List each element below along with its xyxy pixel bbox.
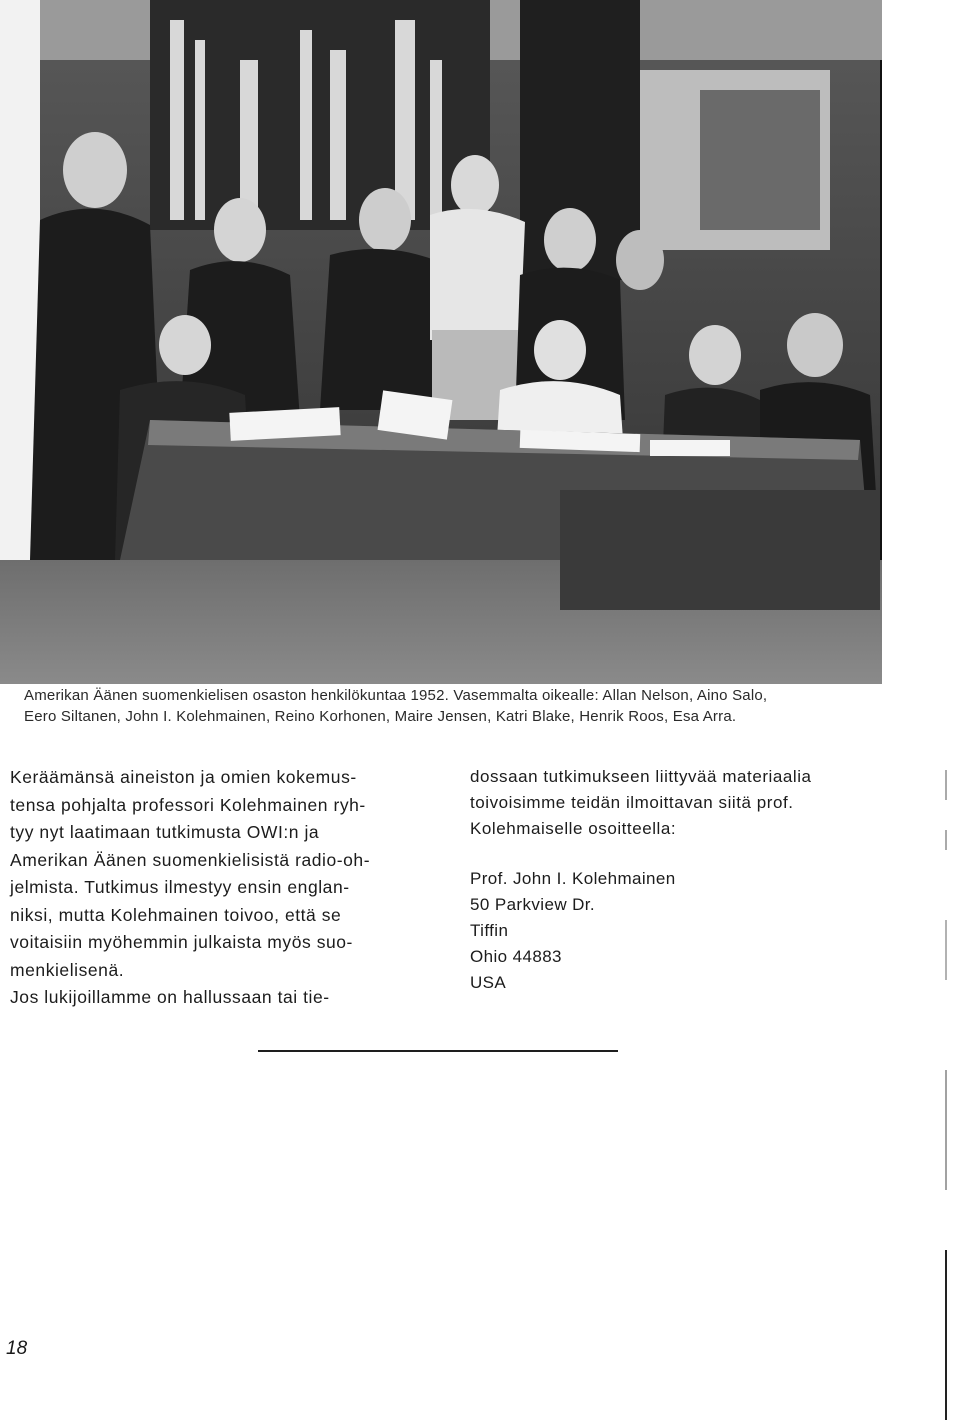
photo-illustration xyxy=(0,0,882,684)
text-line: tyy nyt laatimaan tutkimusta OWI:n ja xyxy=(10,822,320,842)
article-text-right-column xyxy=(470,764,900,842)
scan-margin-marks xyxy=(943,770,949,1420)
text-line: Kolehmaiselle osoitteella: xyxy=(470,819,677,838)
address-name: Prof. John I. Kolehmainen xyxy=(470,869,676,888)
page-number: 18 xyxy=(6,1338,28,1359)
contact-address xyxy=(470,866,676,996)
text-line: niksi, mutta Kolehmainen toivoo, että se xyxy=(10,904,342,925)
text-line: tensa pohjalta professori Kolehmainen ryh- xyxy=(10,794,366,815)
article-text-left-column xyxy=(10,764,430,1012)
text-line: Jos lukijoillamme on hallussaan tai tie- xyxy=(10,987,330,1007)
section-divider xyxy=(258,1050,618,1052)
photo-caption-line-1: Amerikan Äänen suomenkielisen osaston henkilökuntaa 1952. Vasemmalta oikealle: Allan Nelson, Aino Salo, xyxy=(24,687,768,704)
address-country: USA xyxy=(470,973,507,992)
text-line: jelmista. Tutkimus ilmestyy ensin englan- xyxy=(10,877,350,897)
text-line: toivoisimme teidän ilmoittavan siitä prof. xyxy=(470,793,794,812)
text-line: voitaisiin myöhemmin julkaista myös suo- xyxy=(10,932,353,952)
text-line: dossaan tutkimukseen liittyvää materiaalia xyxy=(470,767,812,786)
text-line: Amerikan Äänen suomenkielisistä radio-oh- xyxy=(10,849,371,870)
staff-group-photo xyxy=(0,0,882,684)
photo-caption-line-2: Eero Siltanen, John I. Kolehmainen, Reino Korhonen, Maire Jensen, Katri Blake, Henrik Roos, Esa Arra. xyxy=(24,708,737,725)
address-city: Tiffin xyxy=(470,921,509,940)
address-state-zip: Ohio 44883 xyxy=(470,947,562,966)
text-line: Keräämänsä aineiston ja omien kokemus- xyxy=(10,767,357,787)
text-line: menkielisenä. xyxy=(10,959,125,980)
address-street: 50 Parkview Dr. xyxy=(470,895,596,914)
